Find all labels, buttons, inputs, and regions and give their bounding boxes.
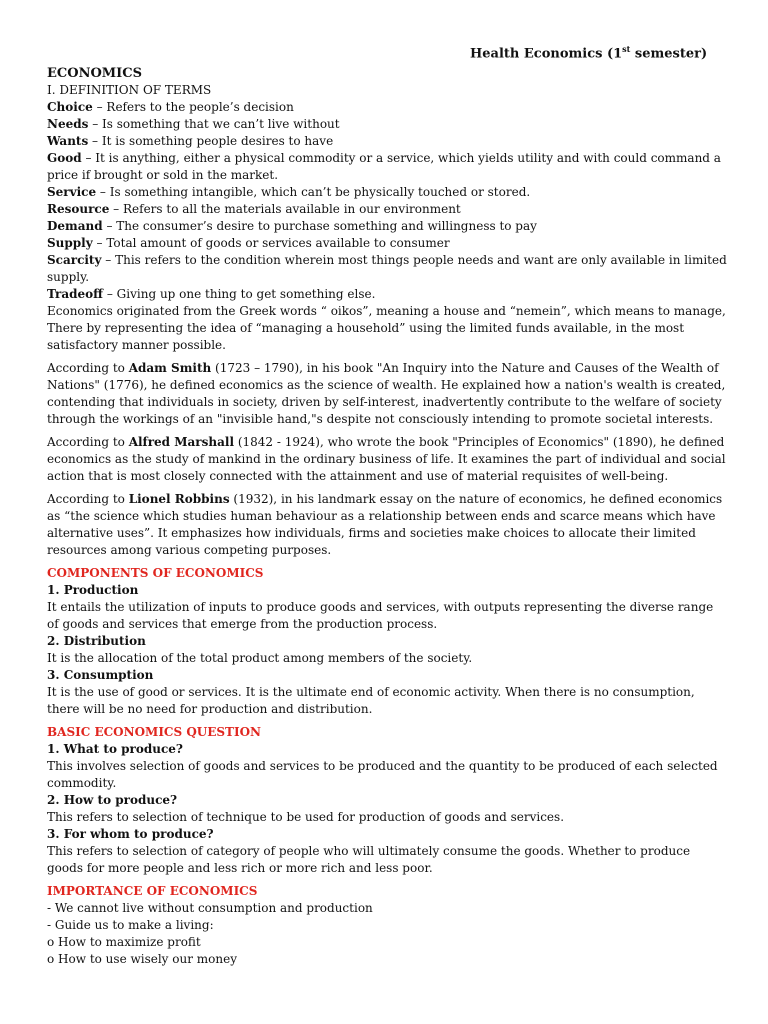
component-title: 3. Consumption: [47, 668, 154, 682]
importance-line: - Guide us to make a living:: [47, 918, 214, 932]
header-title-sup: st: [622, 44, 631, 54]
definition-term: Supply: [47, 236, 93, 250]
document-body: [47, 65, 727, 968]
quote-author: Adam Smith: [128, 361, 212, 375]
definition-item: [47, 252, 727, 286]
importance-heading: IMPORTANCE OF ECONOMICS: [47, 884, 258, 898]
component-title: 1. Production: [47, 583, 139, 597]
origin-paragraph: Economics originated from the Greek words “ oikos”, meaning a house and “nemein”, which means to manage, There by representing the idea of “managing a household” using the limited funds available, in the most satisfactory manner possible.: [47, 304, 726, 352]
definition-term: Scarcity: [47, 253, 102, 267]
definition-item: [47, 218, 727, 235]
definition-term: Needs: [47, 117, 89, 131]
importance-line: - We cannot live without consumption and production: [47, 901, 373, 915]
quote-paragraph: [47, 360, 727, 428]
definition-term: Good: [47, 151, 82, 165]
definition-text: – Total amount of goods or services available to consumer: [92, 236, 450, 250]
definition-item: [47, 286, 727, 303]
quote-author: Lionel Robbins: [128, 492, 230, 506]
questions-heading: BASIC ECONOMICS QUESTION: [47, 725, 262, 739]
quote-text: (1723 – 1790), in his book "An Inquiry into the Nature and Causes of the Wealth of Nations" (1776), he defined economics as the science of wealth. He explained how a nation's wealth is created, contending that individuals in society, driven by self-interest, inadvertently contribute to the welfare of society through the workings of an "invisible hand,"s despite not consciously intending to promote societal interests.: [47, 361, 726, 426]
definition-item: [47, 235, 727, 252]
component-text: It entails the utilization of inputs to produce goods and services, with outputs representing the diverse range of goods and services that emerge from the production process.: [47, 600, 714, 631]
header-title-prefix: Health Economics (1: [470, 46, 623, 62]
definition-text: – This refers to the condition wherein most things people needs and want are only available in limited supply.: [47, 253, 727, 284]
definition-text: – Refers to all the materials available in our environment: [109, 202, 461, 216]
definition-text: – Is something that we can’t live without: [88, 117, 340, 131]
quote-paragraph: [47, 491, 727, 559]
importance-line: o How to use wisely our money: [47, 952, 237, 966]
definition-text: – The consumer’s desire to purchase something and willingness to pay: [102, 219, 537, 233]
component-text: It is the use of good or services. It is the ultimate end of economic activity. When there is no consumption, there will be no need for production and distribution.: [47, 685, 695, 716]
components-heading: COMPONENTS OF ECONOMICS: [47, 566, 264, 580]
component-title: 2. Distribution: [47, 634, 146, 648]
question-text: This refers to selection of technique to be used for production of goods and services.: [47, 810, 565, 824]
definition-text: – It is something people desires to have: [88, 134, 334, 148]
definition-text: – Giving up one thing to get something else.: [103, 287, 376, 301]
question-text: This refers to selection of category of people who will ultimately consume the goods. Whether to produce goods for more people and less rich or more rich and less poor.: [47, 844, 691, 875]
definition-text: – Is something intangible, which can’t be physically touched or stored.: [96, 185, 531, 199]
definition-term: Resource: [47, 202, 110, 216]
definition-term: Tradeoff: [47, 287, 104, 301]
quote-prefix: According to: [47, 361, 129, 375]
definition-item: [47, 201, 727, 218]
page-header: [470, 44, 730, 61]
definition-term: Choice: [47, 100, 93, 114]
definition-item: [47, 116, 727, 133]
quote-prefix: According to: [47, 492, 129, 506]
definition-text: – Refers to the people’s decision: [92, 100, 294, 114]
definition-item: [47, 133, 727, 150]
quote-author: Alfred Marshall: [128, 435, 234, 449]
question-title: 3. For whom to produce?: [47, 827, 214, 841]
definition-term: Demand: [47, 219, 103, 233]
definition-item: [47, 99, 727, 116]
definition-item: [47, 150, 727, 184]
question-text: This involves selection of goods and services to be produced and the quantity to be produced of each selected commodity.: [47, 759, 718, 790]
quote-text: (1932), in his landmark essay on the nature of economics, he defined economics as “the science which studies human behaviour as a relationship between ends and scarce means which have alternative uses”. It emphasizes how individuals, firms and societies make choices to allocate their limited resources among various competing purposes.: [47, 492, 723, 557]
component-text: It is the allocation of the total product among members of the society.: [47, 651, 473, 665]
definition-item: [47, 184, 727, 201]
definitions-heading: I. DEFINITION OF TERMS: [47, 83, 212, 97]
definition-term: Wants: [47, 134, 89, 148]
question-title: 2. How to produce?: [47, 793, 178, 807]
quote-paragraph: [47, 434, 727, 485]
quote-text: (1842 - 1924), who wrote the book "Principles of Economics" (1890), he defined economics as the study of mankind in the ordinary business of life. It examines the part of individual and social action that is most closely connected with the attainment and use of material requisites of well-being.: [47, 435, 726, 483]
quote-prefix: According to: [47, 435, 129, 449]
importance-line: o How to maximize profit: [47, 935, 201, 949]
document-title: ECONOMICS: [47, 66, 142, 81]
definition-term: Service: [47, 185, 97, 199]
question-title: 1. What to produce?: [47, 742, 183, 756]
definition-text: – It is anything, either a physical commodity or a service, which yields utility and with could command a price if brought or sold in the market.: [47, 151, 721, 182]
header-title-suffix: semester): [630, 46, 708, 62]
